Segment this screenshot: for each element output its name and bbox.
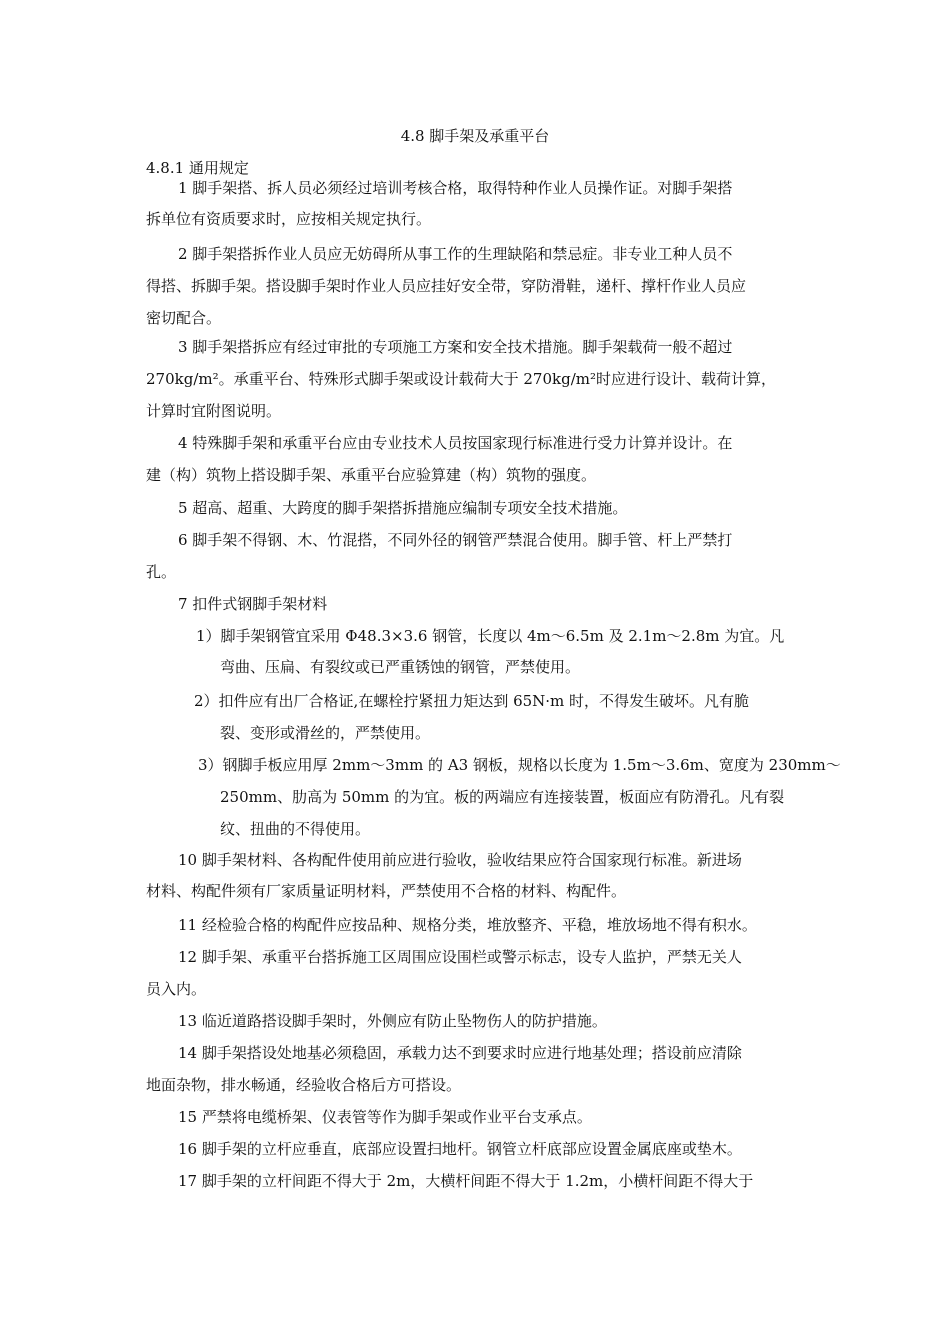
sub-item-line: 3）钢脚手板应用厚 2mm～3mm 的 A3 钢板，规格以长度为 1.5m～3.6m、宽度为 230mm～ — [198, 756, 841, 774]
sub-item-line: 250mm、肋高为 50mm 的为宜。板的两端应有连接装置，板面应有防滑孔。凡有裂 — [220, 788, 785, 806]
clause-line: 2 脚手架搭拆作业人员应无妨碍所从事工作的生理缺陷和禁忌症。非专业工种人员不 — [178, 245, 733, 263]
sub-item-line: 1）脚手架钢管宜采用 Φ48.3×3.6 钢管，长度以 4m～6.5m 及 2.1m～2.8m 为宜。凡 — [196, 627, 785, 645]
clause-line: 得搭、拆脚手架。搭设脚手架时作业人员应挂好安全带，穿防滑鞋，递杆、撑杆作业人员应 — [146, 277, 747, 295]
clause-line: 11 经检验合格的构配件应按品种、规格分类，堆放整齐、平稳，堆放场地不得有积水。 — [178, 916, 757, 934]
clause-line: 17 脚手架的立杆间距不得大于 2m，大横杆间距不得大于 1.2m，小横杆间距不得大于 — [178, 1172, 754, 1190]
clause-line: 密切配合。 — [146, 309, 222, 327]
clause-line: 地面杂物，排水畅通，经验收合格后方可搭设。 — [146, 1076, 462, 1094]
clause-line: 建（构）筑物上搭设脚手架、承重平台应验算建（构）筑物的强度。 — [146, 466, 597, 484]
clause-line: 15 严禁将电缆桥架、仪表管等作为脚手架或作业平台支承点。 — [178, 1108, 592, 1126]
clause-line: 员入内。 — [146, 980, 207, 998]
clause-line: 1 脚手架搭、拆人员必须经过培训考核合格，取得特种作业人员操作证。对脚手架搭 — [178, 179, 733, 197]
clause-line: 计算时宜附图说明。 — [146, 402, 282, 420]
clause-line: 270kg/m²。承重平台、特殊形式脚手架或设计载荷大于 270kg/m²时应进行设计、载荷计算， — [146, 370, 776, 388]
sub-item-line: 裂、变形或滑丝的，严禁使用。 — [220, 724, 431, 742]
clause-line: 3 脚手架搭拆应有经过审批的专项施工方案和安全技术措施。脚手架载荷一般不超过 — [178, 338, 733, 356]
clause-line: 10 脚手架材料、各构配件使用前应进行验收，验收结果应符合国家现行标准。新进场 — [178, 851, 742, 869]
clause-line: 12 脚手架、承重平台搭拆施工区周围应设围栏或警示标志，设专人监护，严禁无关人 — [178, 948, 742, 966]
clause-line: 孔。 — [146, 563, 177, 581]
clause-line: 4 特殊脚手架和承重平台应由专业技术人员按国家现行标准进行受力计算并设计。在 — [178, 434, 733, 452]
clause-line: 7 扣件式钢脚手架材料 — [178, 595, 328, 613]
clause-line: 材料、构配件须有厂家质量证明材料，严禁使用不合格的材料、构配件。 — [146, 882, 627, 900]
sub-item-line: 2）扣件应有出厂合格证,在螺栓拧紧扭力矩达到 65N·m 时，不得发生破坏。凡有脆 — [194, 692, 750, 710]
section-title: 4.8 脚手架及承重平台 — [400, 127, 550, 145]
clause-line: 14 脚手架搭设处地基必须稳固，承载力达不到要求时应进行地基处理；搭设前应清除 — [178, 1044, 742, 1062]
clause-line: 6 脚手架不得钢、木、竹混搭，不同外径的钢管严禁混合使用。脚手管、杆上严禁打 — [178, 531, 733, 549]
clause-line: 拆单位有资质要求时，应按相关规定执行。 — [146, 210, 432, 228]
subsection-title: 4.8.1 通用规定 — [146, 159, 249, 177]
sub-item-line: 弯曲、压扁、有裂纹或已严重锈蚀的钢管，严禁使用。 — [220, 658, 581, 676]
sub-item-line: 纹、扭曲的不得使用。 — [220, 820, 371, 838]
clause-line: 16 脚手架的立杆应垂直，底部应设置扫地杆。钢管立杆底部应设置金属底座或垫木。 — [178, 1140, 742, 1158]
clause-line: 5 超高、超重、大跨度的脚手架搭拆措施应编制专项安全技术措施。 — [178, 499, 628, 517]
clause-line: 13 临近道路搭设脚手架时，外侧应有防止坠物伤人的防护措施。 — [178, 1012, 607, 1030]
